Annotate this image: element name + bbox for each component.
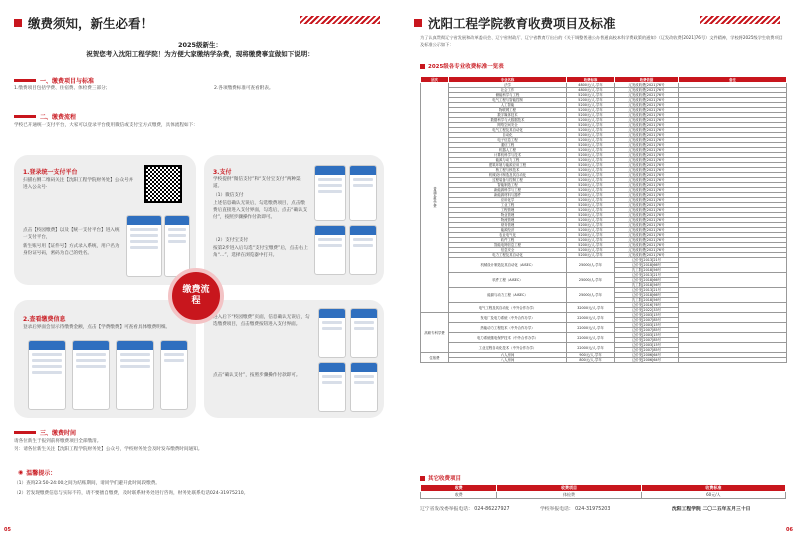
table-row: 智能制造工程 5200元/人.学年 辽发改收费[2021]76号 — [421, 183, 787, 188]
table-row: 辽价发[2018]66号 — [421, 263, 787, 268]
table-row: 住宿费 六人房间 900元/人.学年 辽价发[2006]64号 — [421, 353, 787, 358]
tips-heading: ◉ 温馨提示： — [18, 469, 57, 477]
sec1-text2: 2.各项缴费标准可查看附表。 — [214, 86, 274, 91]
fee-table-header: 层次 专业名称 收费标准 收费依据 备注 — [421, 77, 787, 83]
table-row: 新能源材料与器件 5200元/人.学年 辽发改收费[2021]76号 — [421, 193, 787, 198]
table-row: 辽价发[2007]85号 — [421, 348, 787, 353]
header-square-icon — [414, 19, 422, 27]
header-square-icon — [14, 19, 22, 27]
tip1: （1）查询23:50-24:00之间为结账期间，请同学们避开此时间段缴费。 — [14, 481, 160, 486]
subtitle: 祝贺您考入沈阳工程学院！为方便大家缴纳学杂费，现将缴费事宜做如下说明： — [86, 50, 314, 58]
sec3-text2: 另：请各位新生关注【沈阳工程学院财务处】公众号，学校财务处会及时发布缴费时间通知。 — [14, 447, 203, 452]
table-row: 社会工作 4800元/人.学年 辽发改收费[2021]76号 — [421, 88, 787, 93]
table-row: 八人房间 800元/人.学年 辽价发[2006]64号 — [421, 358, 787, 363]
section-payment-flow: 二、缴费流程 — [14, 112, 76, 121]
phone-screenshot — [72, 340, 110, 410]
table-row: 电气工程及其自动化（中外合作办学） 32000元/人.学年 辽价发[2016]76号 — [421, 303, 787, 308]
contact-provincial: 辽宁省发改委举报电话： 024-86227927 — [420, 507, 510, 512]
table-row: 应用化学 5200元/人.学年 辽发改收费[2021]76号 — [421, 198, 787, 203]
table-row: 电气工程与智能控制 5200元/人.学年 辽发改收费[2021]76号 — [421, 98, 787, 103]
table-row: 物业管理 5200元/人.学年 辽发改收费[2021]76号 — [421, 213, 787, 218]
table-row: 自动化 5200元/人.学年 辽发改收费[2021]76号 — [421, 133, 787, 138]
phone-screenshot — [350, 308, 378, 358]
left-title: 缴费须知，新生必看！ — [28, 16, 154, 31]
level-vocational: 高职专科学费 — [421, 313, 449, 353]
phone-screenshot — [314, 225, 346, 275]
table-row: 能源与动力工程（AISEC） 25000/人.学年 辽价发[2013]21号 — [421, 288, 787, 293]
table-row: 农业电气化 5200元/人.学年 辽发改收费[2021]76号 — [421, 233, 787, 238]
table-row: 计算机科学与技术 5200元/人.学年 辽发改收费[2021]76号 — [421, 153, 787, 158]
step3-card — [204, 155, 384, 285]
table-row: 数据科学与大数据技术 5200元/人.学年 辽发改收费[2021]76号 — [421, 118, 787, 123]
table-row: 普通本科学费 法学 4800元/人.学年 辽发改收费[2021]76号 — [421, 83, 787, 88]
phone-screenshot — [318, 362, 346, 412]
table-row: 收费 体检费 60元/人 — [421, 492, 786, 499]
step1-text2: 点击【校园缴费】以及【统一支付平台】进入统一支付平台， — [23, 228, 120, 240]
step2-text: 登录后界面会显示待缴费金额，点击【学费缴费】可查看具体缴费明细。 — [23, 325, 171, 330]
table-row: 智能电网信息工程 5200元/人.学年 辽发改收费[2021]76号 — [421, 243, 787, 248]
right-header — [414, 14, 616, 32]
step3-text5: 按第2步进入后勾选“支付宝缴费”后，点击右上角“...”，选择在浏览器中打开。 — [213, 246, 308, 258]
phone-screenshot — [350, 362, 378, 412]
step4-text1: 进入后下“校园缴费”页面，信息确认无误后，勾选缴费项目，点击缴费按钮进入支付界面。 — [213, 315, 310, 327]
step4-text2: 点击“确认支付”，按照步骤操作付款即可。 — [213, 373, 301, 378]
phone-screenshot — [314, 165, 346, 221]
table-row: 过程装备与控制工程 5200元/人.学年 辽发改收费[2021]76号 — [421, 178, 787, 183]
table-row: 储能科学与工程 5200元/人.学年 辽发改收费[2021]76号 — [421, 93, 787, 98]
sec2-text: 学校已开通统一支付平台，大家可以登录平台使用微信或支付宝方式缴费，具体流程如下： — [14, 123, 198, 128]
signature: 沈阳工程学院 二〇二五年五月三十日 — [672, 507, 751, 512]
table-row: 财务管理 5200元/人.学年 辽发改收费[2021]76号 — [421, 223, 787, 228]
sec1-text1: 1.缴费项目包括学费、住宿费、体检费三部分； — [14, 86, 111, 91]
table-row: 软件工程（AISEC） 25000/人.学年 辽价发[2013]21号 — [421, 273, 787, 278]
table-row: 物流管理 5200元/人.学年 辽发改收费[2021]76号 — [421, 218, 787, 223]
table-row: 辽价发[2018]66号 — [421, 278, 787, 283]
table-row: 沈工院[2018]56号 — [421, 298, 787, 303]
left-page-number: 05 — [4, 527, 11, 533]
step2-card — [14, 300, 196, 418]
table-row: 机械设计制造及其自动化 5200元/人.学年 辽发改收费[2021]76号 — [421, 173, 787, 178]
other-fees-header: 收费 收费项目 收费标准 — [421, 485, 786, 492]
table-row: 工业工程 5200元/人.学年 辽发改收费[2021]76号 — [421, 203, 787, 208]
right-title: 沈阳工程学院教育收费项目及标准 — [428, 16, 616, 31]
table-row: 电力系统继电保护技术（中外合作办学） 22000元/人.学年 辽价发[2003]15号 — [421, 333, 787, 338]
tip2: （2）若发现缴费信息与实际不符，请不要擅自缴费，及时联系财务处进行咨询，财务处联系电话024-31975210。 — [14, 491, 249, 496]
table-row: 工业过程自动化技术（中外合作办学） 22000元/人.学年 辽价发[2003]15号 — [421, 343, 787, 348]
fee-table-body — [421, 83, 787, 363]
section-payment-time: 三、缴费时间 — [14, 428, 76, 437]
table-row: 电子信息工程 5200元/人.学年 辽发改收费[2021]76号 — [421, 138, 787, 143]
fee-table — [420, 76, 787, 363]
level-dorm: 住宿费 — [421, 353, 449, 363]
bulb-icon: ◉ — [18, 469, 24, 476]
table-row: 沈工院[2018]56号 — [421, 283, 787, 288]
table-row: 数字媒体技术 5200元/人.学年 辽发改收费[2021]76号 — [421, 113, 787, 118]
table-row: 辽价发[2007]85号 — [421, 318, 787, 323]
heading-square-icon — [420, 64, 425, 69]
step1-card — [14, 155, 196, 285]
step1-text3: 新生账号用【证件号】方式录入系统，用户名为身份证号码，密码为自己的姓名。 — [23, 244, 120, 256]
phone-screenshot — [160, 340, 188, 410]
section-bar — [14, 79, 36, 82]
table-row: 网络空间安全 5200元/人.学年 辽发改收费[2021]76号 — [421, 123, 787, 128]
step2-title: 2.查看缴费信息 — [23, 316, 66, 323]
section-bar — [14, 431, 36, 434]
other-fees-table — [420, 484, 786, 499]
step3-text2: （1）微信支付 — [213, 193, 244, 198]
phone-screenshot — [116, 340, 154, 410]
table-row: 辽价发[2007]85号 — [421, 328, 787, 333]
sec3-text1: 请各位新生于报到前将缴费项目全部缴清。 — [14, 439, 102, 444]
payment-flow-badge: 缴费流程 — [168, 268, 224, 324]
other-fees-heading: 其它收费项目 — [420, 474, 461, 482]
step1-title: 1.登录统一支付平台 — [23, 169, 78, 176]
table-row: 辽价发[2018]66号 — [421, 293, 787, 298]
phone-screenshot — [349, 225, 377, 275]
section-fee-items: 一、缴费项目与标准 — [14, 76, 94, 85]
table-row: 电力工程及其自动化 5200元/人.学年 辽发改收费[2021]76号 — [421, 253, 787, 258]
table-row: 物联网工程 5200元/人.学年 辽发改收费[2021]76号 — [421, 108, 787, 113]
table-row: 能源经济 5200元/人.学年 辽发改收费[2021]76号 — [421, 228, 787, 233]
table-row: 能源与动力工程 5200元/人.学年 辽发改收费[2021]76号 — [421, 158, 787, 163]
table-row: 机器人工程 5200元/人.学年 辽发改收费[2021]76号 — [421, 148, 787, 153]
step3-text4: （2）支付宝支付 — [213, 238, 249, 243]
table-row: 高职专科学费 发电厂及电力系统（中外合作办学） 22000元/人.学年 辽价发[2003]15号 — [421, 313, 787, 318]
step1-text1: 扫描右侧二维码关注【沈阳工程学院财务处】公众号并进入公众号· — [23, 178, 134, 190]
table-row: 通信工程 5200元/人.学年 辽发改收费[2021]76号 — [421, 143, 787, 148]
left-header — [14, 14, 153, 32]
table-row: 新能源科学与工程 5200元/人.学年 辽发改收费[2021]76号 — [421, 188, 787, 193]
phone-screenshot — [28, 340, 66, 410]
phone-screenshot — [349, 165, 377, 221]
step4-card — [204, 300, 384, 418]
qr-code — [144, 165, 182, 203]
contact-school: 学校举报电话： 024-31975203 — [540, 507, 611, 512]
heading-square-icon — [420, 476, 425, 481]
table-row: 热能动力工程技术（中外合作办学） 22000元/人.学年 辽价发[2003]15号 — [421, 323, 787, 328]
table-row: 辽价发[2007]85号 — [421, 338, 787, 343]
step3-text3: 上述信息确认无误后，勾选缴费项目，点击缴费后直接进入支付界面，勾选后，点击“确认支付”，按照步骤操作付款即可。 — [213, 201, 308, 220]
right-page-number: 06 — [786, 527, 793, 533]
level-undergrad: 普通本科学费 — [421, 83, 449, 313]
section-bar — [14, 115, 36, 118]
phone-screenshot — [126, 215, 162, 277]
fee-table-heading: 2025级各专业收费标准一览表 — [420, 62, 504, 70]
left-header-stripes — [300, 16, 380, 24]
table-row: 软件工程 5200元/人.学年 辽发改收费[2021]76号 — [421, 238, 787, 243]
table-row: 机械设计制造及其自动化（AISEC） 25000/人.学年 辽价发[2013]21号 — [421, 258, 787, 263]
table-row: 沈工院[2018]56号 — [421, 268, 787, 273]
step3-title: 3.支付 — [213, 169, 232, 176]
right-header-stripes — [700, 16, 780, 24]
table-row: 信息安全 5200元/人.学年 辽发改收费[2021]76号 — [421, 248, 787, 253]
phone-screenshot — [318, 308, 346, 358]
greeting: 2025级新生： — [177, 41, 223, 49]
right-intro: 为了认真贯彻辽宁省发展和改革委员会、辽宁省财政厅、辽宁省教育厅出台的《关于调整普通公办普通高校本科学费政策的通知》（辽发改收费[2021]76号）文件精神，学校将2025级学生收费项目及标准公示如下： — [420, 35, 783, 47]
table-row: 建筑环境与能源应用工程 5200元/人.学年 辽发改收费[2021]76号 — [421, 163, 787, 168]
table-row: 工程管理 5200元/人.学年 辽发改收费[2021]76号 — [421, 208, 787, 213]
table-row: 辽价发[2022]33号 — [421, 308, 787, 313]
table-row: 核工程与核技术 5200元/人.学年 辽发改收费[2021]76号 — [421, 168, 787, 173]
step3-text1: 学校提供“微信支付”和“支付宝支付”两种渠道。 — [213, 177, 301, 189]
phone-screenshot — [164, 215, 190, 277]
table-row: 人工智能 5200元/人.学年 辽发改收费[2021]76号 — [421, 103, 787, 108]
table-row: 电气工程及其自动化 5200元/人.学年 辽发改收费[2021]76号 — [421, 128, 787, 133]
